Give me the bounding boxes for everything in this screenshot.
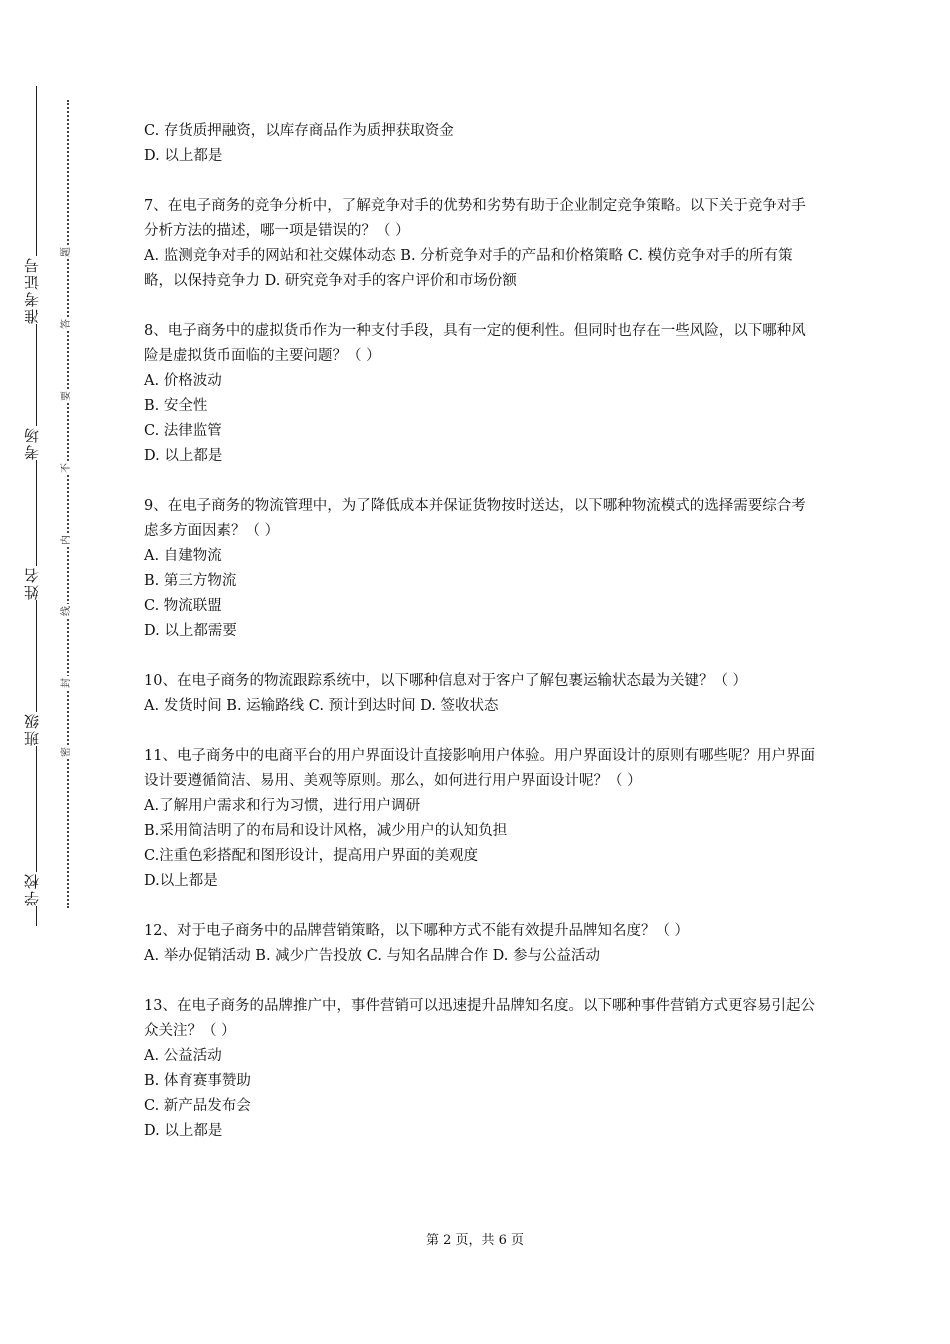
- option: C. 物流联盟: [144, 598, 222, 614]
- seal-char: 密: [61, 747, 72, 757]
- question-stem: 11、电子商务中的电商平台的用户界面设计直接影响用户体验。用户界面设计的原则有哪些呢？用户界面设计要遵循简洁、易用、美观等原则。那么，如何进行用户界面设计呢？（ ）: [144, 748, 815, 789]
- option: B. 第三方物流: [144, 573, 237, 589]
- option: C. 新产品发布会: [144, 1098, 251, 1114]
- seal-char: 线: [61, 606, 72, 616]
- binding-line: [36, 86, 37, 926]
- option: C. 法律监管: [144, 423, 222, 439]
- option: D.以上都是: [144, 873, 218, 889]
- question-stem: 7、在电子商务的竞争分析中，了解竞争对手的优势和劣势有助于企业制定竞争策略。以下关于竞争对手分析方法的描述，哪一项是错误的？（ ）: [144, 198, 806, 239]
- question-stem: 8、电子商务中的虚拟货币作为一种支付手段，具有一定的便利性。但同时也存在一些风险，以下哪种风险是虚拟货币面临的主要问题？（ ）: [144, 323, 806, 364]
- question-11: [144, 744, 816, 894]
- field-label-exam-room: 考场: [23, 426, 41, 460]
- field-label-exam-number: 准考证号: [23, 256, 41, 324]
- question-6-continued: [144, 119, 816, 169]
- option: C. 存货质押融资，以库存商品作为质押获取资金: [144, 123, 454, 139]
- option: B.采用简洁明了的布局和设计风格，减少用户的认知负担: [144, 823, 508, 839]
- option: C.注重色彩搭配和图形设计，提高用户界面的美观度: [144, 848, 479, 864]
- question-7: [144, 194, 816, 294]
- field-label-name: 姓名: [23, 566, 41, 600]
- seal-char: 封: [61, 678, 72, 688]
- seal-char: 内: [61, 535, 72, 545]
- option: D. 以上都是: [144, 148, 223, 164]
- option: A.了解用户需求和行为习惯，进行用户调研: [144, 798, 421, 814]
- option: B. 体育赛事赞助: [144, 1073, 251, 1089]
- option: D. 以上都需要: [144, 623, 237, 639]
- question-stem: 9、在电子商务的物流管理中，为了降低成本并保证货物按时送达，以下哪种物流模式的选择需要综合考虑多方面因素？（ ）: [144, 498, 806, 539]
- option: A. 价格波动: [144, 373, 222, 389]
- field-label-class: 班级: [23, 712, 41, 746]
- question-stem: 10、在电子商务的物流跟踪系统中，以下哪种信息对于客户了解包裹运输状态最为关键？（ ）: [144, 673, 748, 689]
- seal-char: 答: [61, 319, 72, 329]
- binding-dotted-line: [67, 100, 69, 908]
- question-stem: 12、对于电子商务中的品牌营销策略，以下哪种方式不能有效提升品牌知名度？（ ）: [144, 923, 690, 939]
- question-9: [144, 494, 816, 644]
- option: A. 自建物流: [144, 548, 222, 564]
- question-12: [144, 919, 816, 969]
- option: A. 公益活动: [144, 1048, 222, 1064]
- field-label-school: 学校: [23, 872, 41, 906]
- option: D. 以上都是: [144, 448, 223, 464]
- seal-char: 要: [61, 391, 72, 401]
- option: D. 以上都是: [144, 1123, 223, 1139]
- question-list: [144, 119, 816, 1169]
- seal-char: 题: [61, 247, 72, 257]
- option: A. 发货时间 B. 运输路线 C. 预计到达时间 D. 签收状态: [144, 698, 499, 714]
- option: A. 监测竞争对手的网站和社交媒体动态 B. 分析竞争对手的产品和价格策略 C. 模仿竞争对手的所有策略，以保持竞争力 D. 研究竞争对手的客户评价和市场份额: [144, 248, 793, 289]
- seal-char: 不: [61, 463, 72, 473]
- question-stem: 13、在电子商务的品牌推广中，事件营销可以迅速提升品牌知名度。以下哪种事件营销方式更容易引起公众关注？（ ）: [144, 998, 815, 1039]
- question-10: [144, 669, 816, 719]
- option: B. 安全性: [144, 398, 208, 414]
- question-13: [144, 994, 816, 1144]
- question-8: [144, 319, 816, 469]
- option: A. 举办促销活动 B. 减少广告投放 C. 与知名品牌合作 D. 参与公益活动: [144, 948, 601, 964]
- page-footer: 第 2 页，共 6 页: [425, 1233, 525, 1248]
